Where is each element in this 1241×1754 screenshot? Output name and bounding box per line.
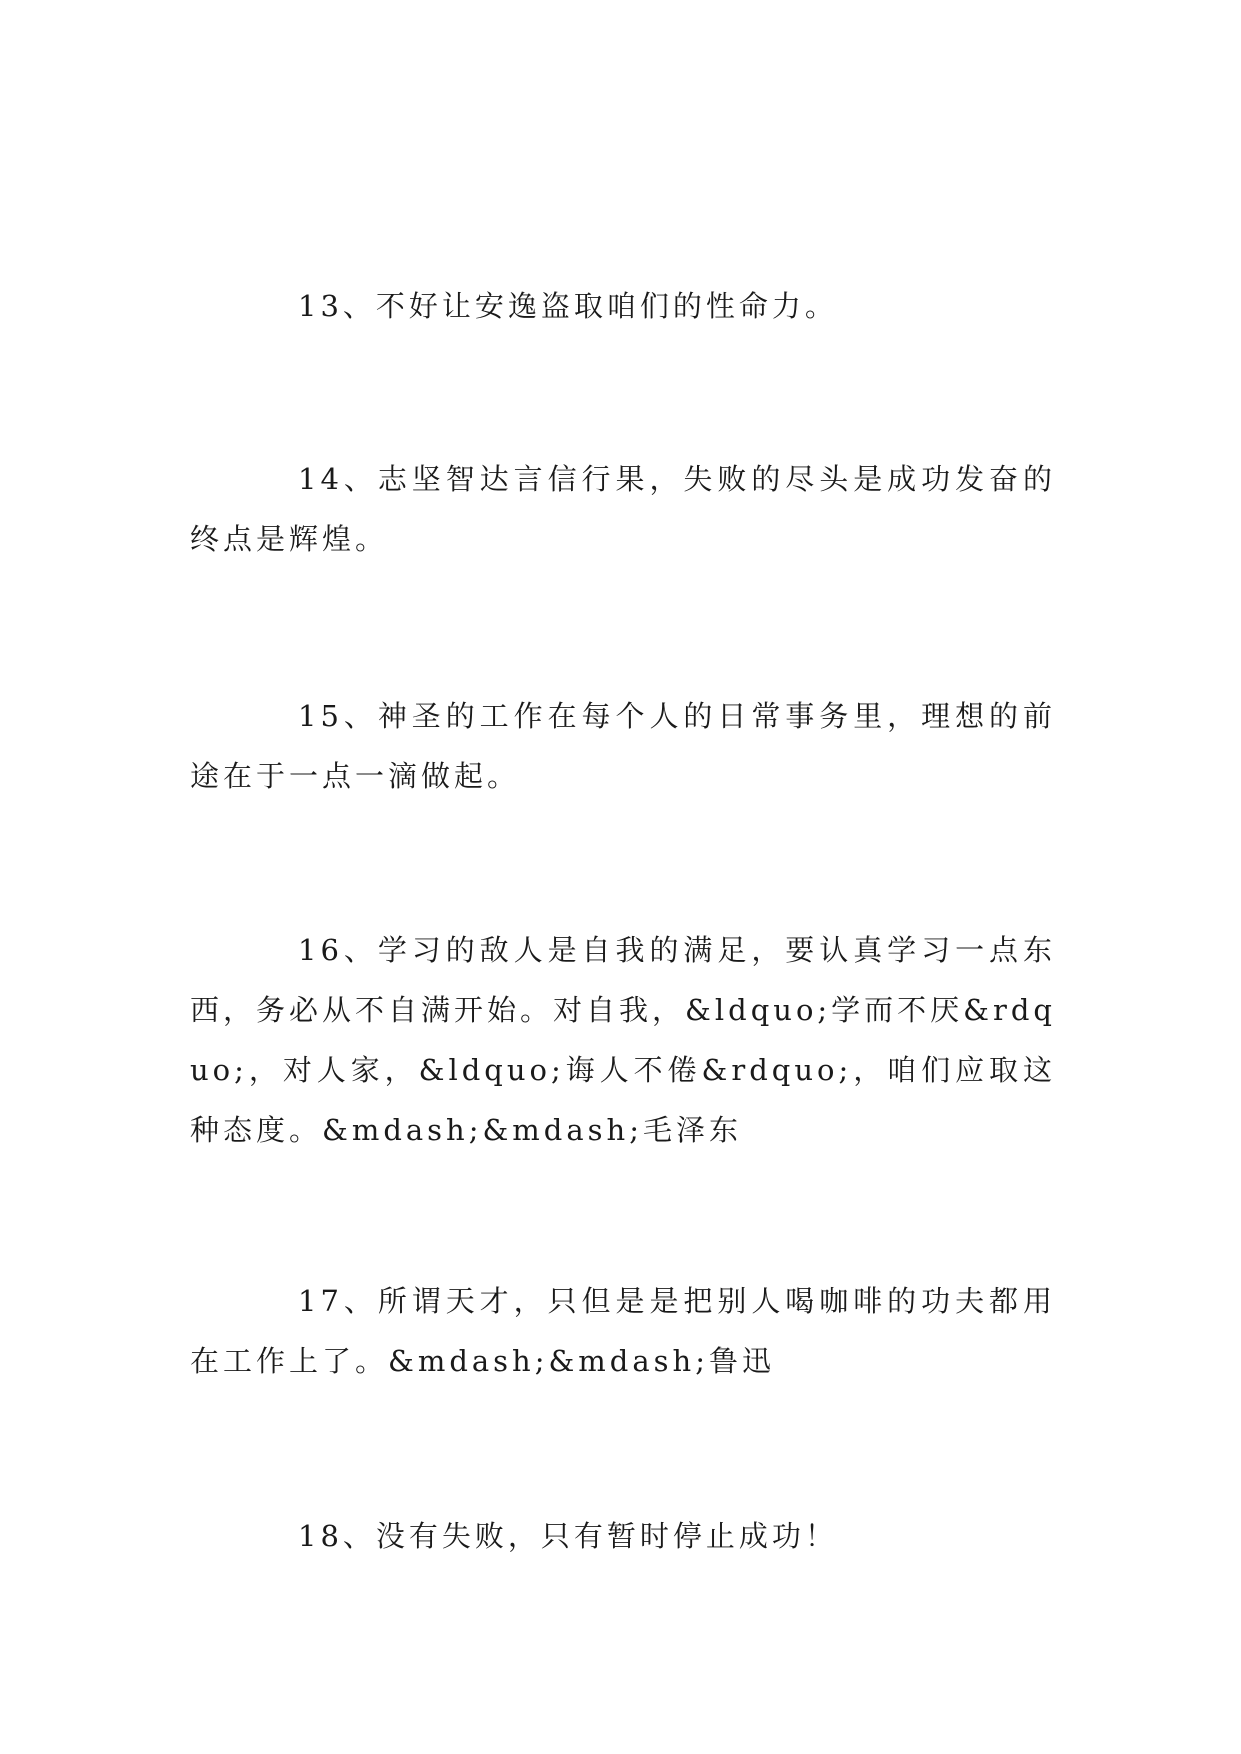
quote-paragraph-17: 17、所谓天才，只但是是把别人喝咖啡的功夫都用在工作上了。&mdash;&mdash;鲁迅: [190, 1284, 1056, 1378]
quote-paragraph-14: 14、志坚智达言信行果，失败的尽头是成功发奋的终点是辉煌。: [190, 462, 1056, 556]
quote-paragraph-15: 15、神圣的工作在每个人的日常事务里，理想的前途在于一点一滴做起。: [190, 699, 1056, 793]
quote-paragraph-16: 16、学习的敌人是自我的满足，要认真学习一点东西，务必从不自满开始。对自我，&ldquo;学而不厌&rdquo;，对人家，&ldquo;诲人不倦&rdquo;，咱们应取这种态度。&mdash;&mdash;毛泽东: [190, 933, 1056, 1147]
quote-paragraph-18: 18、没有失败，只有暂时停止成功！: [298, 1519, 838, 1553]
quote-paragraph-13: 13、不好让安逸盗取咱们的性命力。: [298, 289, 838, 323]
